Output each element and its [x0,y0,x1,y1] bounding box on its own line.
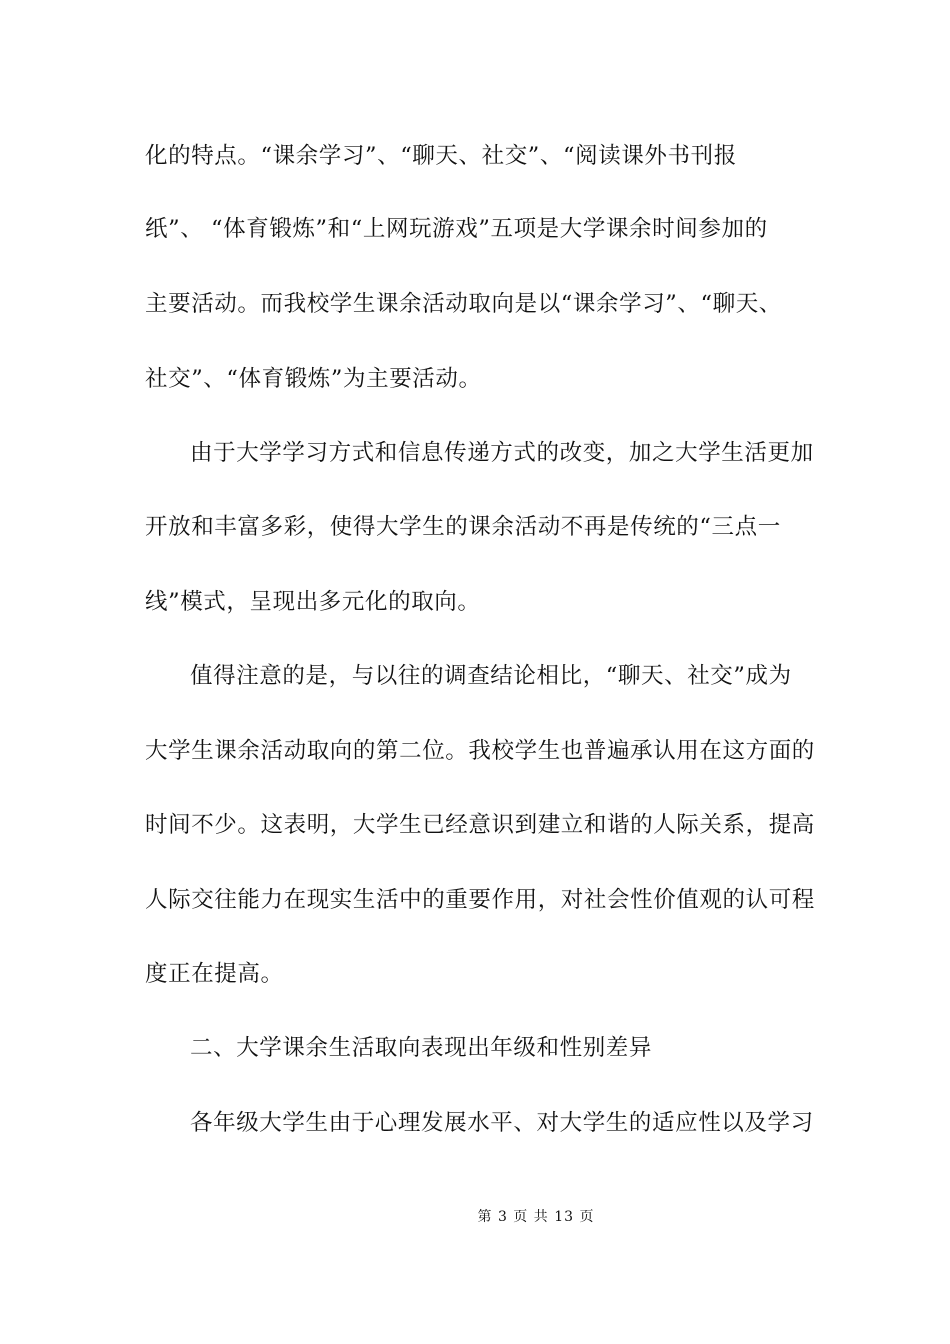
paragraph-line-4: 社交”、“体育锻炼”为主要活动。 [145,366,482,392]
paragraph-line-3: 主要活动。而我校学生课余活动取向是以“课余学习”、“聊天、 [145,291,782,317]
paragraph-line-1: 化的特点。“课余学习”、“聊天、社交”、“阅读课外书刊报 [145,143,737,169]
paragraph-line-5: 由于大学学习方式和信息传递方式的改变，加之大学生活更加 [190,440,814,466]
paragraph-line-2: 纸”、 “体育锻炼”和“上网玩游戏”五项是大学课余时间参加的 [145,216,768,242]
paragraph-line-12: 度正在提高。 [145,961,284,987]
section-heading: 二、大学课余生活取向表现出年级和性别差异 [190,1035,653,1061]
paragraph-line-10: 时间不少。这表明，大学生已经意识到建立和谐的人际关系，提高 [145,812,815,838]
paragraph-line-7: 线”模式，呈现出多元化的取向。 [145,589,481,615]
paragraph-line-14: 各年级大学生由于心理发展水平、对大学生的适应性以及学习 [190,1110,814,1136]
paragraph-line-8: 值得注意的是，与以往的调查结论相比，“聊天、社交”成为 [190,663,792,689]
paragraph-line-9: 大学生课余活动取向的第二位。我校学生也普遍承认用在这方面的 [145,738,815,764]
paragraph-line-11: 人际交往能力在现实生活中的重要作用，对社会性价值观的认可程 [145,887,815,913]
paragraph-line-6: 开放和丰富多彩，使得大学生的课余活动不再是传统的“三点一 [145,514,781,540]
page-number-footer: 第 3 页 共 13 页 [477,1209,595,1225]
